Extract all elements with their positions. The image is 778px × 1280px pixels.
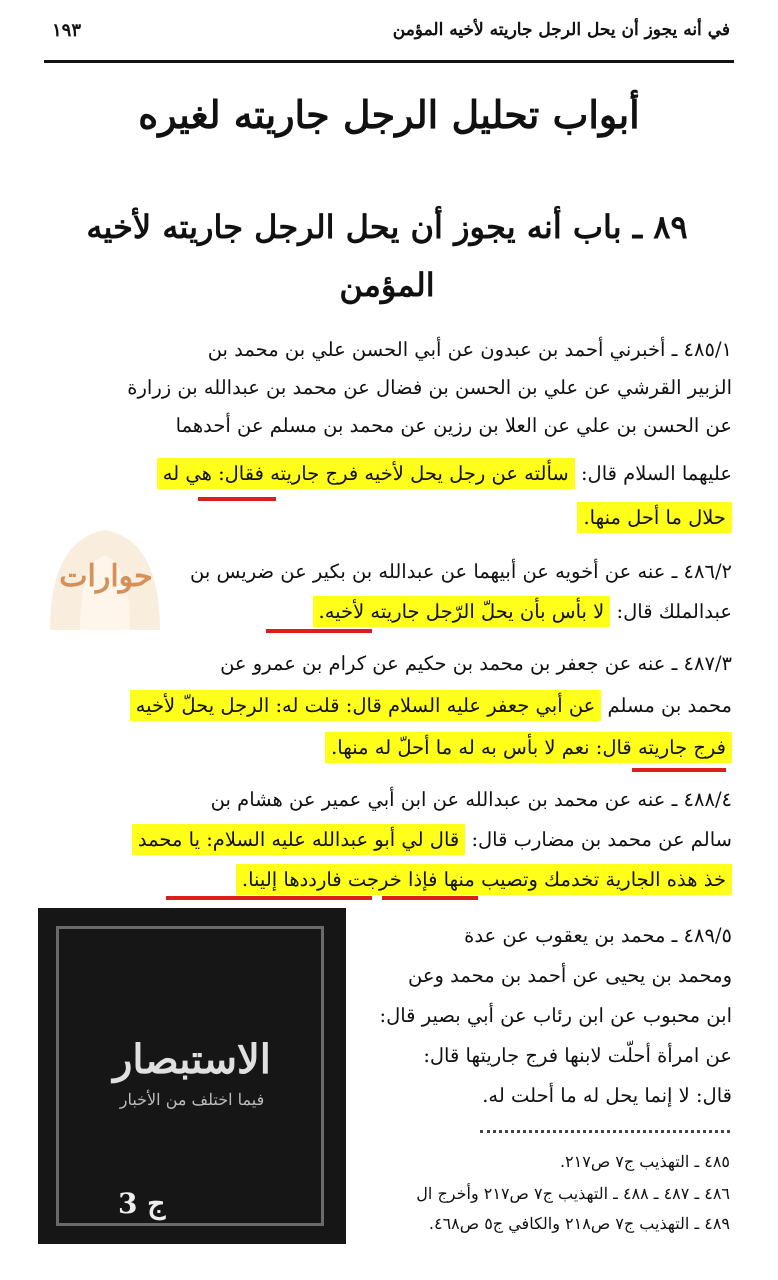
text-line: [130, 692, 732, 720]
plain-text: عليهما السلام قال:: [580, 462, 732, 485]
text-line: الزبير القرشي عن علي بن الحسن بن فضال عن محمد بن عبدالله بن زرارة: [127, 376, 732, 399]
text-line: [577, 504, 732, 532]
red-underline: [266, 629, 372, 633]
text-line: ٤٨٦/٢ ـ عنه عن أخويه عن أبيهما عن عبدالله بن بكير عن ضريس بن: [189, 560, 732, 583]
text-line: ٤٨٨/٤ ـ عنه عن محمد بن عبدالله عن ابن أبي عمير عن هشام بن: [210, 788, 732, 811]
chapter-line-2: المؤمن: [339, 266, 435, 304]
text-line: ومحمد بن يحيى عن أحمد بن محمد وعن: [408, 964, 732, 987]
text-line: ابن محبوب عن ابن رئاب عن أبي بصير قال:: [379, 1004, 732, 1027]
main-title: أبواب تحليل الرجل جاريته لغيره: [138, 92, 640, 137]
text-line: [236, 866, 732, 894]
plain-text: محمد بن مسلم: [607, 694, 732, 717]
text-line: ٤٨٧/٣ ـ عنه عن جعفر بن محمد بن حكيم عن كرام بن عمرو عن: [220, 652, 732, 675]
highlighted-quote: حلال ما أحل منها.: [577, 502, 732, 533]
book-cover-subtitle: فيما اختلف من الأخبار: [119, 1090, 265, 1109]
text-line: عن امرأة أحلّت لابنها فرج جاريتها قال:: [423, 1044, 732, 1067]
red-underline: [198, 497, 276, 501]
chapter-line-1: ٨٩ ـ باب أنه يجوز أن يحل الرجل جاريته لأخيه: [86, 208, 688, 246]
footnote-separator: [480, 1130, 730, 1133]
text-line: قال: لا إنما يحل له ما أحلت له.: [482, 1084, 732, 1107]
red-underline: [382, 896, 478, 900]
red-underline: [632, 768, 726, 772]
plain-text: سالم عن محمد بن مضارب قال:: [471, 828, 732, 851]
book-cover-image: [38, 908, 346, 1244]
highlighted-quote: لا بأس بأن يحلّ الرّجل جاريته لأخيه.: [313, 596, 611, 627]
footnote: ٤٨٥ ـ التهذيب ج٧ ص٢١٧.: [559, 1152, 730, 1171]
chapter-heading: [40, 198, 734, 314]
highlighted-quote: عن أبي جعفر عليه السلام قال: قلت له: الرجل يحلّ لأخيه: [130, 690, 602, 721]
plain-text: عبدالملك قال:: [616, 600, 732, 623]
footnote: ٤٨٦ ـ ٤٨٧ ـ ٤٨٨ ـ التهذيب ج٧ ص٢١٧ وأخرج ال: [416, 1184, 730, 1203]
text-line: ٤٨٥/١ ـ أخبرني أحمد بن عبدون عن أبي الحسن علي بن محمد بن: [207, 338, 732, 361]
text-line: [313, 598, 732, 626]
highlighted-quote: سألته عن رجل يحل لأخيه فرج جاريته فقال: هي له: [157, 458, 575, 489]
text-line: [325, 734, 732, 762]
red-underline: [166, 896, 372, 900]
watermark-text: حوارات: [59, 559, 153, 594]
highlighted-quote: فرج جاريته قال: نعم لا بأس به له ما أحلّ له منها.: [325, 732, 732, 763]
book-cover-title: الاستبصار: [113, 1036, 271, 1083]
header-rule: [44, 60, 734, 63]
highlighted-quote: خذ هذه الجارية تخدمك وتصيب منها فإذا خرجت فارددها إلينا.: [236, 864, 732, 895]
text-line: عن الحسن بن علي عن العلا بن رزين عن محمد بن مسلم عن أحدهما: [175, 414, 732, 437]
highlighted-quote: قال لي أبو عبدالله عليه السلام: يا محمد: [132, 824, 465, 855]
text-line: [132, 826, 732, 854]
text-line: ٤٨٩/٥ ـ محمد بن يعقوب عن عدة: [464, 924, 732, 947]
running-header-title: في أنه يجوز أن يحل الرجل جاريته لأخيه المؤمن: [392, 20, 730, 40]
page-number: ١٩٣: [52, 20, 82, 41]
text-line: [157, 460, 732, 488]
footnote: ٤٨٩ ـ التهذيب ج٧ ص٢١٨ والكافي ج٥ ص٤٦٨.: [428, 1214, 730, 1233]
book-cover-volume: ج 3: [118, 1187, 166, 1220]
